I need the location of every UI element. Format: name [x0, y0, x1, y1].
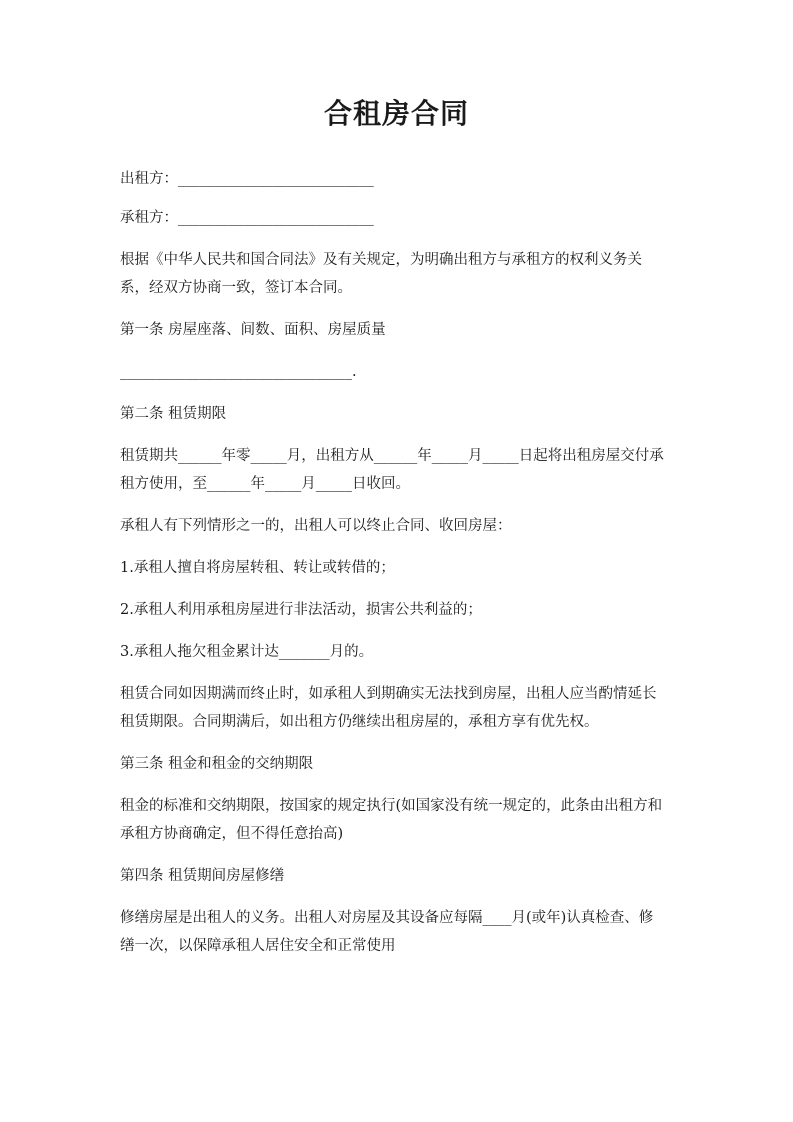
lease-term-line-2: 租方使用，至______年_____月_____日收回。 [120, 476, 410, 492]
article-1-heading: 第一条 房屋座落、间数、面积、房屋质量 [120, 322, 386, 338]
renewal-line-1: 租赁合同如因期满而终止时，如承租人到期确实无法找到房屋，出租人应当酌情延长 [120, 686, 657, 702]
renewal-line-2: 租赁期限。合同期满后，如出租方仍继续出租房屋的，承租方享有优先权。 [120, 714, 599, 730]
repair-line-2: 缮一次，以保障承租人居住安全和正常使用 [120, 938, 396, 954]
termination-item-2: 2.承租人利用承租房屋进行非法活动，损害公共利益的； [120, 602, 482, 618]
article-1-blank: ________________________________. [120, 364, 357, 380]
document-title: 合租房合同 [323, 97, 469, 130]
preamble-line-2: 系，经双方协商一致，签订本合同。 [120, 280, 352, 296]
lessee-line: 承租方：___________________________ [120, 210, 374, 226]
rent-line-2: 承租方协商确定，但不得任意抬高) [120, 826, 344, 842]
lease-term-line-1: 租赁期共______年零_____月，出租方从______年_____月_____日起将出租房屋交付承 [120, 448, 664, 464]
termination-item-1: 1.承租人擅自将房屋转租、转让或转借的； [120, 560, 395, 576]
termination-item-3: 3.承租人拖欠租金累计达_______月的。 [120, 644, 374, 660]
article-4-heading: 第四条 租赁期间房屋修缮 [120, 868, 285, 884]
lessor-line: 出租方：___________________________ [120, 171, 374, 187]
termination-intro: 承租人有下列情形之一的，出租人可以终止合同、收回房屋： [120, 518, 512, 534]
article-2-heading: 第二条 租赁期限 [120, 406, 227, 422]
article-3-heading: 第三条 租金和租金的交纳期限 [120, 756, 314, 772]
repair-line-1: 修缮房屋是出租人的义务。出租人对房屋及其设备应每隔____月(或年)认真检查、修 [120, 910, 654, 926]
preamble-line-1: 根据《中华人民共和国合同法》及有关规定，为明确出租方与承租方的权利义务关 [120, 252, 642, 268]
rent-line-1: 租金的标准和交纳期限，按国家的规定执行(如国家没有统一规定的，此条由出租方和 [120, 798, 663, 814]
